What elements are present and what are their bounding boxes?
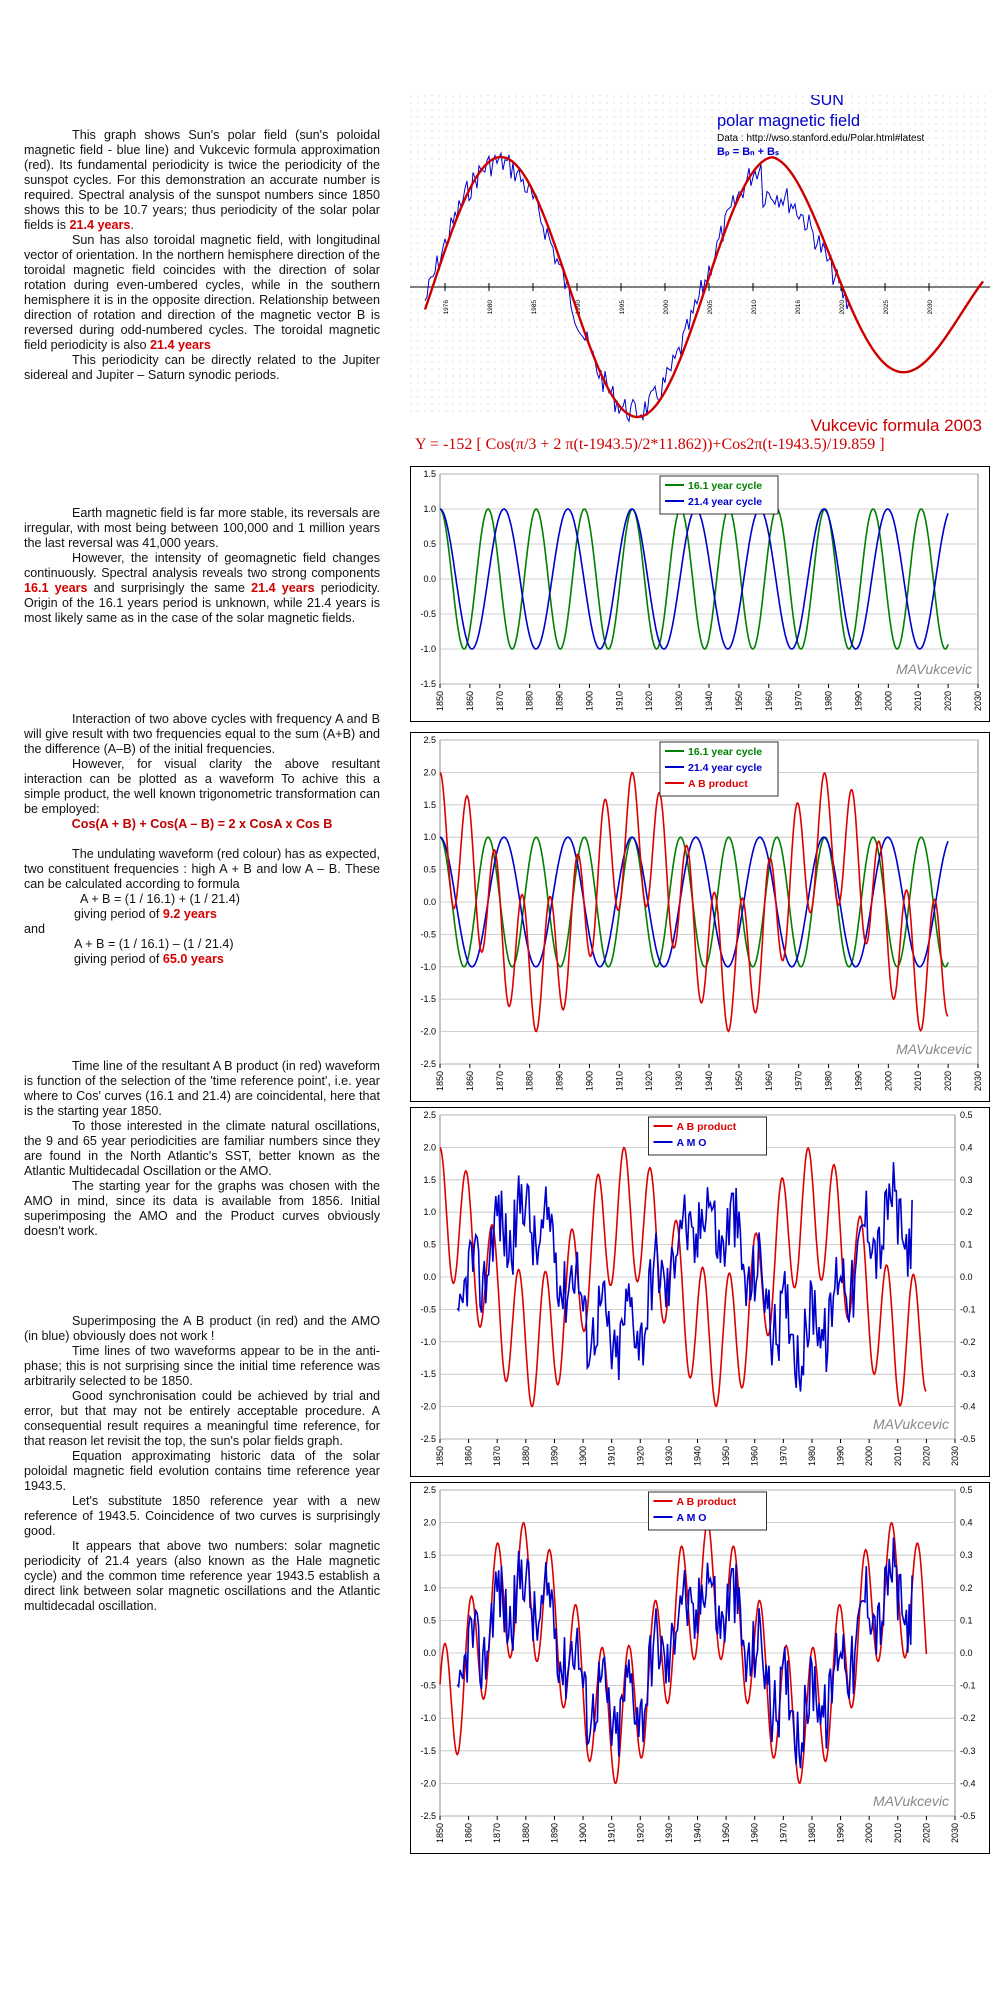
x-tick-label: 1950 [721,1446,732,1467]
formula-line: giving period of 9.2 years [74,907,217,921]
legend-label: A B product [676,1121,737,1133]
sun-tick-label: 1980 [487,300,494,315]
cycles-chart [410,466,990,722]
y-tick-label: 1.5 [423,469,436,479]
formula-title: Vukcevic formula 2003 [810,416,982,435]
x-tick-label: 1910 [606,1823,617,1844]
x-tick-label: 1900 [578,1823,589,1844]
product-amo-1943-chart [410,1482,990,1854]
y-tick-label: -0.5 [420,1680,436,1691]
y-tick-label: 0.5 [423,1239,436,1250]
y-tick-label: -1.0 [420,961,436,972]
y2-tick-label: 0.1 [960,1239,973,1250]
legend-label: 21.4 year cycle [688,496,763,508]
x-tick-label: 1950 [733,1071,744,1092]
x-tick-label: 1920 [644,691,655,712]
x-tick-label: 1930 [674,691,685,712]
x-tick-label: 1860 [463,1823,474,1844]
y-tick-label: -1.5 [420,679,436,689]
x-tick-label: 1990 [853,691,864,712]
y-tick-label: 0.0 [423,897,436,907]
x-tick-label: 1920 [635,1823,646,1844]
x-tick-label: 1900 [584,691,595,712]
sun-tick-label: 2025 [883,300,890,315]
x-tick-label: 1930 [674,1071,685,1092]
y-tick-label: -1.5 [420,1369,436,1380]
legend-label: A B product [676,1496,737,1508]
y-tick-label: 0.5 [423,864,436,875]
x-tick-label: 1940 [692,1823,703,1844]
y2-tick-label: -0.1 [960,1304,976,1315]
y-tick-label: -0.5 [420,1304,436,1315]
y-tick-label: -1.0 [420,644,436,654]
x-tick-label: 1970 [778,1446,789,1467]
legend-label: 16.1 year cycle [688,746,763,758]
x-tick-label: 1890 [554,691,565,712]
y2-tick-label: 0.2 [960,1207,973,1218]
polar-field-title: polar magnetic field [717,112,861,130]
y2-tick-label: 0.0 [960,1648,973,1658]
y2-tick-label: 0.4 [960,1517,973,1528]
sun-tick-label: 2020 [839,300,846,315]
x-tick-label: 2030 [973,1071,983,1092]
x-tick-label: 1940 [704,1071,714,1092]
y-tick-label: -1.5 [420,994,436,1005]
y2-tick-label: -0.3 [960,1745,976,1756]
y-tick-label: 0.5 [423,539,436,549]
x-tick-label: 1850 [435,1823,445,1844]
x-tick-label: 1960 [763,691,774,712]
x-tick-label: 1850 [435,691,445,712]
x-tick-label: 2010 [892,1446,903,1467]
y-tick-label: -2.5 [420,1811,436,1821]
y2-tick-label: 0.4 [960,1142,973,1153]
sun-tick-label: 1995 [619,300,626,315]
x-tick-label: 1980 [806,1446,817,1467]
y-tick-label: -0.5 [420,929,436,940]
x-tick-label: 1880 [524,1071,535,1092]
x-tick-label: 1880 [520,1446,531,1467]
y-tick-label: -2.5 [420,1059,436,1069]
formula-line: A + B = (1 / 16.1) + (1 / 21.4) [80,892,240,906]
watermark: MAVukcevic [873,1793,949,1809]
paragraph: Superimposing the A B product (in red) and the AMO (in blue) obviously does not work ! [24,1314,380,1343]
x-tick-label: 1890 [549,1823,560,1844]
sun-tick-label: 1976 [443,300,450,315]
x-tick-label: 1930 [663,1446,674,1467]
y-tick-label: 2.5 [423,1485,436,1495]
x-tick-label: 1940 [692,1446,703,1467]
x-tick-label: 1950 [721,1823,732,1844]
y-tick-label: 0.5 [423,1615,436,1626]
sun-tick-label: 2016 [795,300,802,315]
y2-tick-label: 0.0 [960,1272,973,1282]
product-amo-1850-chart [410,1107,990,1477]
highlight: 21.4 years [69,218,131,232]
cycles-chart-panel [410,466,990,722]
x-tick-label: 1980 [823,691,834,712]
x-tick-label: 1970 [778,1823,789,1844]
x-tick-label: 1850 [435,1446,445,1467]
y-tick-label: 1.0 [423,1582,436,1593]
text-block-2 [24,506,380,626]
y-tick-label: 0.0 [423,574,436,584]
x-tick-label: 2030 [950,1446,960,1467]
x-tick-label: 1990 [835,1446,846,1467]
x-tick-label: 1950 [733,691,744,712]
x-tick-label: 2000 [864,1823,875,1844]
and-text: and [24,922,46,936]
x-tick-label: 1900 [584,1071,595,1092]
paragraph: However, for visual clarity the above resultant interaction can be plotted as a waveform To achive this a simple product, the well known trigonometric transformation can be employed: [24,757,380,816]
highlight: 21.4 years [150,338,211,352]
x-tick-label: 1970 [793,1071,804,1092]
y2-tick-label: 0.3 [960,1550,973,1561]
x-tick-label: 1940 [704,691,714,712]
x-tick-label: 1980 [806,1823,817,1844]
y2-tick-label: 0.3 [960,1174,973,1185]
y2-tick-label: 0.2 [960,1582,973,1593]
x-tick-label: 2020 [921,1446,932,1467]
sun-tick-label: 2030 [927,300,934,315]
x-tick-label: 2020 [943,691,954,712]
legend-label: A B product [688,778,748,790]
field-equation: Bₚ = Bₙ + Bₛ [717,146,780,158]
x-tick-label: 1960 [763,1071,774,1092]
paragraph: Let's substitute 1850 reference year with a new reference of 1943.5. Coincidence of two curves is surprisingly good. [24,1494,380,1538]
x-tick-label: 1960 [749,1446,760,1467]
x-tick-label: 1860 [463,1446,474,1467]
x-tick-label: 2000 [883,691,894,712]
x-tick-label: 1920 [644,1071,655,1092]
y2-tick-label: -0.3 [960,1369,976,1380]
y-tick-label: -1.5 [420,1745,436,1756]
y-tick-label: 1.5 [423,1550,436,1561]
x-tick-label: 1910 [614,1071,625,1092]
x-tick-label: 2010 [913,691,924,712]
x-tick-label: 1980 [823,1071,834,1092]
product-chart [410,732,990,1102]
y-tick-label: 0.0 [423,1648,436,1658]
paragraph: Equation approximating historic data of the solar poloidal magnetic field evolution contains time reference year 1943.5. [24,1449,380,1493]
y-tick-label: -1.0 [420,1713,436,1724]
legend-label: A M O [676,1512,707,1524]
text-block-5 [24,1314,380,1614]
text-block-1 [24,128,380,383]
x-tick-label: 1910 [606,1446,617,1467]
spacer [24,832,380,847]
paragraph: To those interested in the climate natural oscillations, the 9 and 65 year periodicities are familiar numbers since they are found in the North Atlantic's SST, better known as the Atlantic Multidecadal Oscillation or the AMO. [24,1119,380,1178]
sun-tick-label: 2010 [751,300,758,315]
y-tick-label: 2.5 [423,735,436,745]
paragraph: Earth magnetic field is far more stable, its reversals are irregular, with most being between 100,000 and 1 million years the last reversal was 41,000 years. [24,506,380,550]
x-tick-label: 2010 [892,1823,903,1844]
y-tick-label: 1.0 [423,504,436,514]
equation: Cos(A + B) + Cos(A – B) = 2 x CosA x Cos B [71,817,333,831]
y-tick-label: 2.0 [423,1517,436,1528]
x-tick-label: 1910 [614,691,625,712]
x-tick-label: 1970 [793,691,804,712]
y2-tick-label: 0.1 [960,1615,973,1626]
sun-tick-label: 1990 [575,300,582,315]
product-amo-1850-panel [410,1107,990,1477]
sun-polar-chart [410,95,990,460]
x-tick-label: 1870 [492,1446,503,1467]
x-tick-label: 2020 [921,1823,932,1844]
x-tick-label: 1880 [524,691,535,712]
x-tick-label: 2000 [883,1071,894,1092]
y-tick-label: 2.0 [423,767,436,778]
watermark: MAVukcevic [896,1041,972,1057]
x-tick-label: 2020 [943,1071,954,1092]
sun-tick-label: 2005 [707,300,714,315]
x-tick-label: 2010 [913,1071,924,1092]
y-tick-label: -1.0 [420,1336,436,1347]
paragraph: This graph shows Sun's polar field (sun's poloidal magnetic field - blue line) and Vukcevic formula approximation (red). Its fundamental periodicity is twice the periodicity of the sunspot cycles. For this demonstration an accurate number is required. Spectral analysis of the sunspot numbers since 1850 shows this to be 10.7 years; thus periodicity of the solar polar fields is 21.4 years. [24,128,380,232]
formula-line: A + B = (1 / 16.1) – (1 / 21.4) [74,937,234,951]
vukcevic-formula: Y = -152 [ Cos(π/3 + 2 π(t-1943.5)/2*11.862))+Cos2π(t-1943.5)/19.859 ] [415,436,885,453]
x-tick-label: 1990 [835,1823,846,1844]
text-block-4 [24,1059,380,1239]
x-tick-label: 1890 [549,1446,560,1467]
paragraph: Time lines of two waveforms appear to be in the anti-phase; this is not surprising since the initial time reference was arbitrarily selected to be 1850. [24,1344,380,1388]
y2-tick-label: -0.5 [960,1811,976,1821]
x-tick-label: 2030 [973,691,983,712]
text-block-3 [24,712,380,967]
product-chart-panel [410,732,990,1102]
y-tick-label: 1.5 [423,1174,436,1185]
x-tick-label: 1860 [464,1071,475,1092]
x-tick-label: 1850 [435,1071,445,1092]
legend-label: A M O [676,1137,707,1149]
y2-tick-label: 0.5 [960,1485,973,1495]
product-amo-1943-panel [410,1482,990,1854]
x-tick-label: 1870 [492,1823,503,1844]
y-tick-label: -0.5 [420,609,436,619]
formula-line: giving period of 65.0 years [74,952,224,966]
paragraph: This periodicity can be directly related to the Jupiter sidereal and Jupiter – Saturn synodic periods. [24,353,380,382]
paragraph: Good synchronisation could be achieved by trial and error, but that may not be entirely acceptable procedure. A consequential result requires a meaningful time reference, for that reason let revisit the top, the sun's polar fields graph. [24,1389,380,1448]
x-tick-label: 1890 [554,1071,565,1092]
y-tick-label: 1.0 [423,832,436,843]
x-tick-label: 1880 [520,1823,531,1844]
watermark: MAVukcevic [896,661,972,677]
data-source-note: Data : http://wso.stanford.edu/Polar.html#latest [717,133,925,144]
x-tick-label: 2030 [950,1823,960,1844]
x-tick-label: 2000 [864,1446,875,1467]
y2-tick-label: -0.1 [960,1680,976,1691]
y-tick-label: 2.0 [423,1142,436,1153]
x-tick-label: 1920 [635,1446,646,1467]
watermark: MAVukcevic [873,1416,949,1432]
y-tick-label: 1.5 [423,799,436,810]
y2-tick-label: -0.4 [960,1778,976,1789]
y-tick-label: 1.0 [423,1207,436,1218]
x-tick-label: 1990 [853,1071,864,1092]
paragraph: Time line of the resultant A B product (in red) waveform is function of the selection of the 'time reference point', i.e. year where to Cos' curves (16.1 and 21.4) are coincidental, here that is the starting year 1850. [24,1059,380,1118]
y-tick-label: 2.5 [423,1110,436,1120]
legend-label: 21.4 year cycle [688,762,763,774]
y-tick-label: -2.5 [420,1434,436,1444]
x-tick-label: 1870 [494,1071,505,1092]
sun-tick-label: 2000 [663,300,670,315]
legend-label: 16.1 year cycle [688,480,763,492]
sun-tick-label: 1985 [531,300,538,315]
y2-tick-label: -0.4 [960,1401,976,1412]
y2-tick-label: 0.5 [960,1110,973,1120]
x-tick-label: 1860 [464,691,475,712]
y-tick-label: -2.0 [420,1026,436,1037]
x-tick-label: 1900 [578,1446,589,1467]
paragraph: However, the intensity of geomagnetic field changes continuously. Spectral analysis reveals two strong components 16.1 years and surprisingly the same 21.4 years periodicity. Origin of the 16.1 years period is unknown, while 21.4 years is most likely same as in the case of the solar magnetic fields. [24,551,381,625]
paragraph: Sun has also toroidal magnetic field, with longitudinal vector of orientation. In the northern hemisphere direction of the toroidal magnetic field coincides with the direction of solar rotation during even-umbered cycles, while in the southern hemisphere it is in the opposite direction. Relationship between direction of rotation and direction of the magnetic vector B is reversed during odd-numbered cycles. The toroidal magnetic field periodicity is also 21.4 years [24,233,380,352]
paragraph: The undulating waveform (red colour) has as expected, two constituent frequencies : high A + B and low A – B. These can be calculated according to formula [24,847,381,891]
y-tick-label: -2.0 [420,1401,436,1412]
x-tick-label: 1960 [749,1823,760,1844]
y2-tick-label: -0.2 [960,1713,976,1724]
paragraph: It appears that above two numbers: solar magnetic periodicity of 21.4 years (also known as the Hale magnetic cycle) and the common time reference year 1943.5 establish a direct link between solar magnetic oscillations and the Atlantic multidecadal oscillation. [24,1539,380,1613]
sun-polar-field-panel [410,95,990,460]
x-tick-label: 1870 [494,691,505,712]
paragraph: The starting year for the graphs was chosen with the AMO in mind, since its data is available from 1856. Initial superimposing the AMO and the Product curves obviously doesn't work. [24,1179,380,1238]
y2-tick-label: -0.2 [960,1336,976,1347]
y-tick-label: -2.0 [420,1778,436,1789]
sun-title: SUN [810,95,844,109]
x-tick-label: 1930 [663,1823,674,1844]
y-tick-label: 0.0 [423,1272,436,1282]
y2-tick-label: -0.5 [960,1434,976,1444]
paragraph: Interaction of two above cycles with frequency A and B will give result with two frequencies equal to the sum (A+B) and the difference (A–B) of the initial frequencies. [24,712,380,756]
